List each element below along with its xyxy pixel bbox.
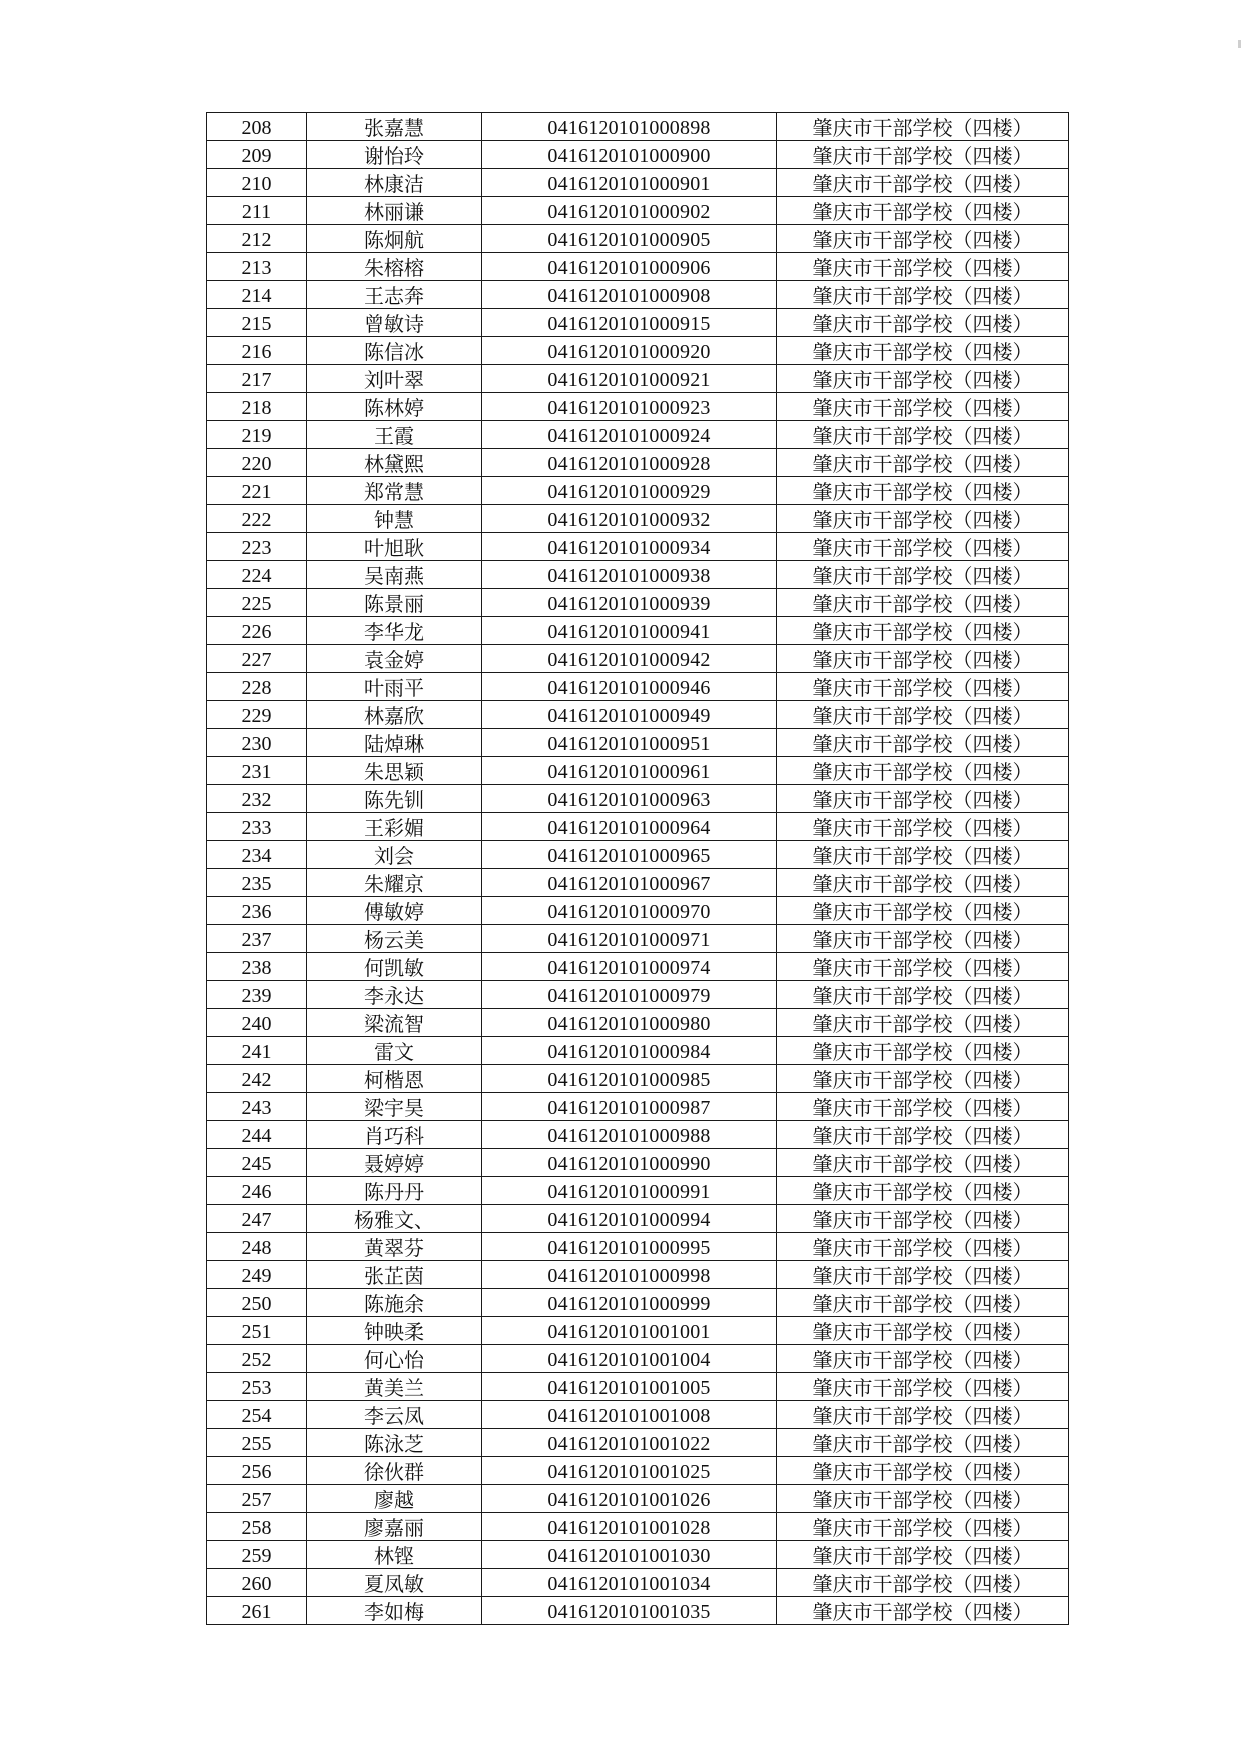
roster-table <box>206 112 1069 1625</box>
table-row <box>207 1121 1069 1149</box>
table-row <box>207 757 1069 785</box>
table-row <box>207 645 1069 673</box>
table-row <box>207 1149 1069 1177</box>
exam-venue-cell: 肇庆市干部学校（四楼） <box>777 281 1069 309</box>
candidate-name-cell: 陆焯琳 <box>307 729 482 757</box>
table-row <box>207 449 1069 477</box>
table-row <box>207 365 1069 393</box>
candidate-name-cell: 王霞 <box>307 421 482 449</box>
row-number-cell: 260 <box>207 1569 307 1597</box>
admission-ticket-number-cell: 0416120101000928 <box>482 449 777 477</box>
candidate-name-cell: 黄美兰 <box>307 1373 482 1401</box>
row-number-cell: 258 <box>207 1513 307 1541</box>
table-row <box>207 141 1069 169</box>
table-row <box>207 1373 1069 1401</box>
row-number-cell: 252 <box>207 1345 307 1373</box>
candidate-name-cell: 陈施余 <box>307 1289 482 1317</box>
row-number-cell: 208 <box>207 113 307 141</box>
exam-venue-cell: 肇庆市干部学校（四楼） <box>777 1121 1069 1149</box>
row-number-cell: 249 <box>207 1261 307 1289</box>
row-number-cell: 251 <box>207 1317 307 1345</box>
row-number-cell: 221 <box>207 477 307 505</box>
candidate-name-cell: 陈景丽 <box>307 589 482 617</box>
exam-venue-cell: 肇庆市干部学校（四楼） <box>777 1373 1069 1401</box>
table-row <box>207 785 1069 813</box>
table-row <box>207 1569 1069 1597</box>
exam-venue-cell: 肇庆市干部学校（四楼） <box>777 673 1069 701</box>
candidate-name-cell: 叶旭耿 <box>307 533 482 561</box>
row-number-cell: 230 <box>207 729 307 757</box>
candidate-name-cell: 林黛熙 <box>307 449 482 477</box>
candidate-name-cell: 林嘉欣 <box>307 701 482 729</box>
exam-venue-cell: 肇庆市干部学校（四楼） <box>777 1569 1069 1597</box>
row-number-cell: 217 <box>207 365 307 393</box>
admission-ticket-number-cell: 0416120101000963 <box>482 785 777 813</box>
table-row <box>207 869 1069 897</box>
candidate-name-cell: 袁金婷 <box>307 645 482 673</box>
exam-venue-cell: 肇庆市干部学校（四楼） <box>777 393 1069 421</box>
scan-speck <box>1238 40 1241 48</box>
row-number-cell: 211 <box>207 197 307 225</box>
exam-venue-cell: 肇庆市干部学校（四楼） <box>777 1205 1069 1233</box>
candidate-name-cell: 林丽谦 <box>307 197 482 225</box>
row-number-cell: 255 <box>207 1429 307 1457</box>
admission-ticket-number-cell: 0416120101000905 <box>482 225 777 253</box>
admission-ticket-number-cell: 0416120101001030 <box>482 1541 777 1569</box>
admission-ticket-number-cell: 0416120101000946 <box>482 673 777 701</box>
candidate-name-cell: 林铿 <box>307 1541 482 1569</box>
admission-ticket-number-cell: 0416120101000949 <box>482 701 777 729</box>
roster-table-body <box>207 113 1069 1625</box>
table-row <box>207 925 1069 953</box>
table-row <box>207 1009 1069 1037</box>
admission-ticket-number-cell: 0416120101001005 <box>482 1373 777 1401</box>
row-number-cell: 209 <box>207 141 307 169</box>
candidate-name-cell: 傅敏婷 <box>307 897 482 925</box>
exam-venue-cell: 肇庆市干部学校（四楼） <box>777 757 1069 785</box>
admission-ticket-number-cell: 0416120101000965 <box>482 841 777 869</box>
row-number-cell: 243 <box>207 1093 307 1121</box>
candidate-name-cell: 肖巧科 <box>307 1121 482 1149</box>
admission-ticket-number-cell: 0416120101000941 <box>482 617 777 645</box>
row-number-cell: 225 <box>207 589 307 617</box>
candidate-name-cell: 刘叶翠 <box>307 365 482 393</box>
row-number-cell: 237 <box>207 925 307 953</box>
row-number-cell: 220 <box>207 449 307 477</box>
exam-venue-cell: 肇庆市干部学校（四楼） <box>777 1093 1069 1121</box>
row-number-cell: 216 <box>207 337 307 365</box>
table-row <box>207 729 1069 757</box>
candidate-name-cell: 陈林婷 <box>307 393 482 421</box>
row-number-cell: 248 <box>207 1233 307 1261</box>
row-number-cell: 227 <box>207 645 307 673</box>
admission-ticket-number-cell: 0416120101000951 <box>482 729 777 757</box>
candidate-name-cell: 陈先钏 <box>307 785 482 813</box>
exam-venue-cell: 肇庆市干部学校（四楼） <box>777 925 1069 953</box>
table-row <box>207 701 1069 729</box>
row-number-cell: 235 <box>207 869 307 897</box>
candidate-name-cell: 刘会 <box>307 841 482 869</box>
table-row <box>207 1289 1069 1317</box>
candidate-name-cell: 朱耀京 <box>307 869 482 897</box>
row-number-cell: 256 <box>207 1457 307 1485</box>
exam-venue-cell: 肇庆市干部学校（四楼） <box>777 309 1069 337</box>
exam-venue-cell: 肇庆市干部学校（四楼） <box>777 1485 1069 1513</box>
admission-ticket-number-cell: 0416120101000979 <box>482 981 777 1009</box>
row-number-cell: 224 <box>207 561 307 589</box>
admission-ticket-number-cell: 0416120101000970 <box>482 897 777 925</box>
row-number-cell: 215 <box>207 309 307 337</box>
row-number-cell: 219 <box>207 421 307 449</box>
admission-ticket-number-cell: 0416120101001028 <box>482 1513 777 1541</box>
candidate-name-cell: 梁宇昊 <box>307 1093 482 1121</box>
admission-ticket-number-cell: 0416120101000942 <box>482 645 777 673</box>
table-row <box>207 589 1069 617</box>
table-row <box>207 337 1069 365</box>
admission-ticket-number-cell: 0416120101001001 <box>482 1317 777 1345</box>
candidate-name-cell: 王志奔 <box>307 281 482 309</box>
row-number-cell: 259 <box>207 1541 307 1569</box>
candidate-name-cell: 林康洁 <box>307 169 482 197</box>
admission-ticket-number-cell: 0416120101001008 <box>482 1401 777 1429</box>
admission-ticket-number-cell: 0416120101000902 <box>482 197 777 225</box>
exam-venue-cell: 肇庆市干部学校（四楼） <box>777 421 1069 449</box>
row-number-cell: 254 <box>207 1401 307 1429</box>
exam-venue-cell: 肇庆市干部学校（四楼） <box>777 169 1069 197</box>
admission-ticket-number-cell: 0416120101001026 <box>482 1485 777 1513</box>
exam-venue-cell: 肇庆市干部学校（四楼） <box>777 1597 1069 1625</box>
table-row <box>207 1485 1069 1513</box>
admission-ticket-number-cell: 0416120101000900 <box>482 141 777 169</box>
admission-ticket-number-cell: 0416120101000906 <box>482 253 777 281</box>
table-row <box>207 169 1069 197</box>
candidate-name-cell: 黄翠芬 <box>307 1233 482 1261</box>
candidate-name-cell: 徐伙群 <box>307 1457 482 1485</box>
table-row <box>207 225 1069 253</box>
row-number-cell: 247 <box>207 1205 307 1233</box>
row-number-cell: 245 <box>207 1149 307 1177</box>
admission-ticket-number-cell: 0416120101001022 <box>482 1429 777 1457</box>
exam-venue-cell: 肇庆市干部学校（四楼） <box>777 505 1069 533</box>
table-row <box>207 113 1069 141</box>
exam-venue-cell: 肇庆市干部学校（四楼） <box>777 1541 1069 1569</box>
admission-ticket-number-cell: 0416120101000924 <box>482 421 777 449</box>
table-row <box>207 281 1069 309</box>
table-row <box>207 253 1069 281</box>
exam-venue-cell: 肇庆市干部学校（四楼） <box>777 533 1069 561</box>
exam-venue-cell: 肇庆市干部学校（四楼） <box>777 729 1069 757</box>
admission-ticket-number-cell: 0416120101000961 <box>482 757 777 785</box>
candidate-name-cell: 郑常慧 <box>307 477 482 505</box>
exam-venue-cell: 肇庆市干部学校（四楼） <box>777 365 1069 393</box>
exam-venue-cell: 肇庆市干部学校（四楼） <box>777 449 1069 477</box>
row-number-cell: 238 <box>207 953 307 981</box>
row-number-cell: 212 <box>207 225 307 253</box>
admission-ticket-number-cell: 0416120101000908 <box>482 281 777 309</box>
exam-venue-cell: 肇庆市干部学校（四楼） <box>777 1037 1069 1065</box>
candidate-name-cell: 梁流智 <box>307 1009 482 1037</box>
candidate-name-cell: 张芷茵 <box>307 1261 482 1289</box>
admission-ticket-number-cell: 0416120101000934 <box>482 533 777 561</box>
exam-venue-cell: 肇庆市干部学校（四楼） <box>777 337 1069 365</box>
table-row <box>207 1597 1069 1625</box>
admission-ticket-number-cell: 0416120101001035 <box>482 1597 777 1625</box>
row-number-cell: 214 <box>207 281 307 309</box>
candidate-name-cell: 叶雨平 <box>307 673 482 701</box>
candidate-name-cell: 王彩媚 <box>307 813 482 841</box>
row-number-cell: 228 <box>207 673 307 701</box>
table-row <box>207 393 1069 421</box>
exam-venue-cell: 肇庆市干部学校（四楼） <box>777 617 1069 645</box>
admission-ticket-number-cell: 0416120101001004 <box>482 1345 777 1373</box>
candidate-name-cell: 朱思颖 <box>307 757 482 785</box>
admission-ticket-number-cell: 0416120101000921 <box>482 365 777 393</box>
candidate-name-cell: 夏凤敏 <box>307 1569 482 1597</box>
row-number-cell: 210 <box>207 169 307 197</box>
admission-ticket-number-cell: 0416120101000929 <box>482 477 777 505</box>
row-number-cell: 229 <box>207 701 307 729</box>
table-row <box>207 1317 1069 1345</box>
row-number-cell: 234 <box>207 841 307 869</box>
exam-venue-cell: 肇庆市干部学校（四楼） <box>777 981 1069 1009</box>
table-row <box>207 1429 1069 1457</box>
exam-venue-cell: 肇庆市干部学校（四楼） <box>777 1233 1069 1261</box>
table-row <box>207 421 1069 449</box>
candidate-name-cell: 谢怡玲 <box>307 141 482 169</box>
table-row <box>207 1233 1069 1261</box>
table-row <box>207 1093 1069 1121</box>
roster-table-container <box>206 112 1068 1625</box>
admission-ticket-number-cell: 0416120101000987 <box>482 1093 777 1121</box>
admission-ticket-number-cell: 0416120101000998 <box>482 1261 777 1289</box>
admission-ticket-number-cell: 0416120101000898 <box>482 113 777 141</box>
exam-venue-cell: 肇庆市干部学校（四楼） <box>777 1457 1069 1485</box>
admission-ticket-number-cell: 0416120101000991 <box>482 1177 777 1205</box>
table-row <box>207 981 1069 1009</box>
exam-venue-cell: 肇庆市干部学校（四楼） <box>777 1345 1069 1373</box>
exam-venue-cell: 肇庆市干部学校（四楼） <box>777 1065 1069 1093</box>
row-number-cell: 242 <box>207 1065 307 1093</box>
row-number-cell: 250 <box>207 1289 307 1317</box>
table-row <box>207 533 1069 561</box>
admission-ticket-number-cell: 0416120101001025 <box>482 1457 777 1485</box>
exam-venue-cell: 肇庆市干部学校（四楼） <box>777 197 1069 225</box>
candidate-name-cell: 曾敏诗 <box>307 309 482 337</box>
admission-ticket-number-cell: 0416120101000985 <box>482 1065 777 1093</box>
admission-ticket-number-cell: 0416120101000939 <box>482 589 777 617</box>
row-number-cell: 253 <box>207 1373 307 1401</box>
table-row <box>207 1065 1069 1093</box>
candidate-name-cell: 聂婷婷 <box>307 1149 482 1177</box>
row-number-cell: 239 <box>207 981 307 1009</box>
table-row <box>207 1541 1069 1569</box>
row-number-cell: 232 <box>207 785 307 813</box>
row-number-cell: 257 <box>207 1485 307 1513</box>
row-number-cell: 226 <box>207 617 307 645</box>
candidate-name-cell: 雷文 <box>307 1037 482 1065</box>
table-row <box>207 477 1069 505</box>
admission-ticket-number-cell: 0416120101000990 <box>482 1149 777 1177</box>
table-row <box>207 1345 1069 1373</box>
exam-venue-cell: 肇庆市干部学校（四楼） <box>777 1317 1069 1345</box>
admission-ticket-number-cell: 0416120101000988 <box>482 1121 777 1149</box>
candidate-name-cell: 朱榕榕 <box>307 253 482 281</box>
row-number-cell: 261 <box>207 1597 307 1625</box>
candidate-name-cell: 廖嘉丽 <box>307 1513 482 1541</box>
exam-venue-cell: 肇庆市干部学校（四楼） <box>777 897 1069 925</box>
admission-ticket-number-cell: 0416120101000901 <box>482 169 777 197</box>
candidate-name-cell: 吴南燕 <box>307 561 482 589</box>
row-number-cell: 213 <box>207 253 307 281</box>
candidate-name-cell: 陈泳芝 <box>307 1429 482 1457</box>
exam-venue-cell: 肇庆市干部学校（四楼） <box>777 701 1069 729</box>
row-number-cell: 233 <box>207 813 307 841</box>
admission-ticket-number-cell: 0416120101000994 <box>482 1205 777 1233</box>
exam-venue-cell: 肇庆市干部学校（四楼） <box>777 1289 1069 1317</box>
candidate-name-cell: 钟慧 <box>307 505 482 533</box>
candidate-name-cell: 廖越 <box>307 1485 482 1513</box>
admission-ticket-number-cell: 0416120101000920 <box>482 337 777 365</box>
candidate-name-cell: 柯楷恩 <box>307 1065 482 1093</box>
candidate-name-cell: 李永达 <box>307 981 482 1009</box>
table-row <box>207 617 1069 645</box>
exam-venue-cell: 肇庆市干部学校（四楼） <box>777 785 1069 813</box>
admission-ticket-number-cell: 0416120101000964 <box>482 813 777 841</box>
table-row <box>207 673 1069 701</box>
exam-venue-cell: 肇庆市干部学校（四楼） <box>777 589 1069 617</box>
exam-venue-cell: 肇庆市干部学校（四楼） <box>777 841 1069 869</box>
candidate-name-cell: 李如梅 <box>307 1597 482 1625</box>
admission-ticket-number-cell: 0416120101000999 <box>482 1289 777 1317</box>
table-row <box>207 1177 1069 1205</box>
exam-venue-cell: 肇庆市干部学校（四楼） <box>777 141 1069 169</box>
table-row <box>207 505 1069 533</box>
candidate-name-cell: 何凯敏 <box>307 953 482 981</box>
table-row <box>207 561 1069 589</box>
admission-ticket-number-cell: 0416120101000923 <box>482 393 777 421</box>
exam-venue-cell: 肇庆市干部学校（四楼） <box>777 1261 1069 1289</box>
exam-venue-cell: 肇庆市干部学校（四楼） <box>777 813 1069 841</box>
table-row <box>207 1261 1069 1289</box>
candidate-name-cell: 陈丹丹 <box>307 1177 482 1205</box>
table-row <box>207 841 1069 869</box>
admission-ticket-number-cell: 0416120101000974 <box>482 953 777 981</box>
exam-venue-cell: 肇庆市干部学校（四楼） <box>777 477 1069 505</box>
admission-ticket-number-cell: 0416120101000967 <box>482 869 777 897</box>
exam-venue-cell: 肇庆市干部学校（四楼） <box>777 225 1069 253</box>
candidate-name-cell: 陈信冰 <box>307 337 482 365</box>
table-row <box>207 1513 1069 1541</box>
table-row <box>207 1401 1069 1429</box>
row-number-cell: 244 <box>207 1121 307 1149</box>
row-number-cell: 222 <box>207 505 307 533</box>
admission-ticket-number-cell: 0416120101000995 <box>482 1233 777 1261</box>
exam-venue-cell: 肇庆市干部学校（四楼） <box>777 113 1069 141</box>
table-row <box>207 953 1069 981</box>
candidate-name-cell: 陈炯航 <box>307 225 482 253</box>
admission-ticket-number-cell: 0416120101000984 <box>482 1037 777 1065</box>
exam-venue-cell: 肇庆市干部学校（四楼） <box>777 645 1069 673</box>
exam-venue-cell: 肇庆市干部学校（四楼） <box>777 1149 1069 1177</box>
admission-ticket-number-cell: 0416120101000980 <box>482 1009 777 1037</box>
row-number-cell: 231 <box>207 757 307 785</box>
row-number-cell: 223 <box>207 533 307 561</box>
exam-venue-cell: 肇庆市干部学校（四楼） <box>777 1177 1069 1205</box>
candidate-name-cell: 杨雅文、 <box>307 1205 482 1233</box>
row-number-cell: 218 <box>207 393 307 421</box>
row-number-cell: 241 <box>207 1037 307 1065</box>
exam-venue-cell: 肇庆市干部学校（四楼） <box>777 561 1069 589</box>
candidate-name-cell: 杨云美 <box>307 925 482 953</box>
table-row <box>207 197 1069 225</box>
table-row <box>207 813 1069 841</box>
exam-venue-cell: 肇庆市干部学校（四楼） <box>777 1401 1069 1429</box>
table-row <box>207 1457 1069 1485</box>
admission-ticket-number-cell: 0416120101000971 <box>482 925 777 953</box>
row-number-cell: 236 <box>207 897 307 925</box>
exam-venue-cell: 肇庆市干部学校（四楼） <box>777 869 1069 897</box>
candidate-name-cell: 张嘉慧 <box>307 113 482 141</box>
table-row <box>207 1037 1069 1065</box>
candidate-name-cell: 何心怡 <box>307 1345 482 1373</box>
candidate-name-cell: 李云凤 <box>307 1401 482 1429</box>
table-row <box>207 1205 1069 1233</box>
admission-ticket-number-cell: 0416120101000932 <box>482 505 777 533</box>
admission-ticket-number-cell: 0416120101000915 <box>482 309 777 337</box>
exam-venue-cell: 肇庆市干部学校（四楼） <box>777 953 1069 981</box>
admission-ticket-number-cell: 0416120101001034 <box>482 1569 777 1597</box>
table-row <box>207 309 1069 337</box>
exam-venue-cell: 肇庆市干部学校（四楼） <box>777 1009 1069 1037</box>
row-number-cell: 240 <box>207 1009 307 1037</box>
row-number-cell: 246 <box>207 1177 307 1205</box>
admission-ticket-number-cell: 0416120101000938 <box>482 561 777 589</box>
exam-venue-cell: 肇庆市干部学校（四楼） <box>777 253 1069 281</box>
candidate-name-cell: 李华龙 <box>307 617 482 645</box>
candidate-name-cell: 钟映柔 <box>307 1317 482 1345</box>
exam-venue-cell: 肇庆市干部学校（四楼） <box>777 1429 1069 1457</box>
table-row <box>207 897 1069 925</box>
exam-venue-cell: 肇庆市干部学校（四楼） <box>777 1513 1069 1541</box>
